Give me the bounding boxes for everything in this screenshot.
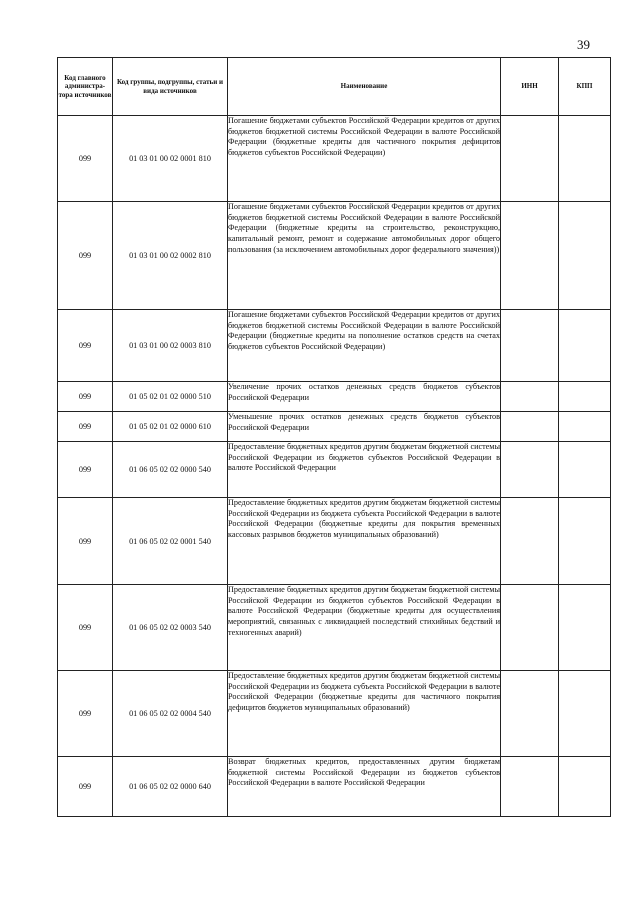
header-kpp: КПП (559, 58, 611, 116)
admin-code-cell: 099 (58, 202, 113, 310)
kpp-cell (559, 585, 611, 671)
source-code-cell: 01 06 05 02 02 0001 540 (113, 498, 228, 585)
name-cell: Предоставление бюджетных кредитов другим бюджетам бюджетной системы Российской Федерации из бюджета субъекта Российской Федерации в валюте Российской Федерации (бюджетные кредиты для частичного покрытия дефицитов бюджетов муниципальных образований) (228, 671, 501, 757)
table-row (58, 116, 611, 202)
admin-code-cell: 099 (58, 310, 113, 382)
source-code-cell: 01 03 01 00 02 0003 810 (113, 310, 228, 382)
header-inn: ИНН (501, 58, 559, 116)
source-code-cell: 01 06 05 02 02 0000 540 (113, 442, 228, 498)
table-row (58, 498, 611, 585)
admin-code-cell: 099 (58, 757, 113, 817)
kpp-cell (559, 412, 611, 442)
inn-cell (501, 498, 559, 585)
inn-cell (501, 412, 559, 442)
inn-cell (501, 585, 559, 671)
admin-code-cell: 099 (58, 442, 113, 498)
source-code-cell: 01 03 01 00 02 0002 810 (113, 202, 228, 310)
kpp-cell (559, 442, 611, 498)
name-cell: Возврат бюджетных кредитов, предоставленных другим бюджетам бюджетной системы Российской Федерации из бюджетов субъектов Российской Федерации в валюте Российской Федерации (228, 757, 501, 817)
inn-cell (501, 757, 559, 817)
name-cell: Погашение бюджетами субъектов Российской Федерации кредитов от других бюджетов бюджетной системы Российской Федерации в валюте Российской Федерации (бюджетные кредиты на пополнение остатков средств на счетах бюджетов субъектов Российской Федерации) (228, 310, 501, 382)
source-code-cell: 01 06 05 02 02 0000 640 (113, 757, 228, 817)
table-row (58, 757, 611, 817)
name-cell: Увеличение прочих остатков денежных средств бюджетов субъектов Российской Федерации (228, 382, 501, 412)
source-code-cell: 01 06 05 02 02 0003 540 (113, 585, 228, 671)
inn-cell (501, 671, 559, 757)
kpp-cell (559, 671, 611, 757)
kpp-cell (559, 382, 611, 412)
kpp-cell (559, 757, 611, 817)
header-name: Наименование (228, 58, 501, 116)
name-cell: Погашение бюджетами субъектов Российской Федерации кредитов от других бюджетов бюджетной системы Российской Федерации в валюте Российской Федерации (бюджетные кредиты на строительство, реконструкцию, капитальный ремонт, ремонт и содержание автомобильных дорог общего пользования (за исключением автомобильных дорог федерального значения)) (228, 202, 501, 310)
table-row (58, 671, 611, 757)
page-number: 39 (577, 37, 590, 52)
source-code-cell: 01 03 01 00 02 0001 810 (113, 116, 228, 202)
admin-code-cell: 099 (58, 498, 113, 585)
admin-code-cell: 099 (58, 585, 113, 671)
table-row (58, 412, 611, 442)
name-cell: Предоставление бюджетных кредитов другим бюджетам бюджетной системы Российской Федерации из бюджетов субъектов Российской Федерации в валюте Российской Федерации (228, 442, 501, 498)
name-cell: Предоставление бюджетных кредитов другим бюджетам бюджетной системы Российской Федерации из бюджетов субъектов Российской Федерации в валюте Российской Федерации (бюджетные кредиты для осуществления мероприятий, связанных с ликвидацией последствий стихийных бедствий и техногенных аварий) (228, 585, 501, 671)
table-row (58, 585, 611, 671)
table-header-row (58, 58, 611, 116)
table-row (58, 382, 611, 412)
admin-code-cell: 099 (58, 382, 113, 412)
inn-cell (501, 442, 559, 498)
admin-code-cell: 099 (58, 671, 113, 757)
table-row (58, 202, 611, 310)
inn-cell (501, 382, 559, 412)
name-cell: Погашение бюджетами субъектов Российской Федерации кредитов от других бюджетов бюджетной системы Российской Федерации в валюте Российской Федерации (бюджетные кредиты для частичного покрытия дефицитов бюджетов субъектов Российской Федерации) (228, 116, 501, 202)
name-cell: Уменьшение прочих остатков денежных средств бюджетов субъектов Российской Федерации (228, 412, 501, 442)
kpp-cell (559, 310, 611, 382)
source-code-cell: 01 05 02 01 02 0000 610 (113, 412, 228, 442)
source-code-cell: 01 05 02 01 02 0000 510 (113, 382, 228, 412)
inn-cell (501, 116, 559, 202)
inn-cell (501, 202, 559, 310)
source-code-cell: 01 06 05 02 02 0004 540 (113, 671, 228, 757)
name-cell: Предоставление бюджетных кредитов другим бюджетам бюджетной системы Российской Федерации из бюджета субъекта Российской Федерации в валюте Российской Федерации (бюджетные кредиты для покрытия временных кассовых разрывов бюджетов муниципальных образований) (228, 498, 501, 585)
kpp-cell (559, 202, 611, 310)
inn-cell (501, 310, 559, 382)
header-source-code: Код группы, подгруппы, статьи и вида источников (113, 58, 228, 116)
admin-code-cell: 099 (58, 116, 113, 202)
kpp-cell (559, 116, 611, 202)
table-row (58, 442, 611, 498)
kpp-cell (559, 498, 611, 585)
header-admin-code: Код главного администра-тора источников (58, 58, 113, 116)
sources-table (57, 57, 611, 817)
table-row (58, 310, 611, 382)
admin-code-cell: 099 (58, 412, 113, 442)
